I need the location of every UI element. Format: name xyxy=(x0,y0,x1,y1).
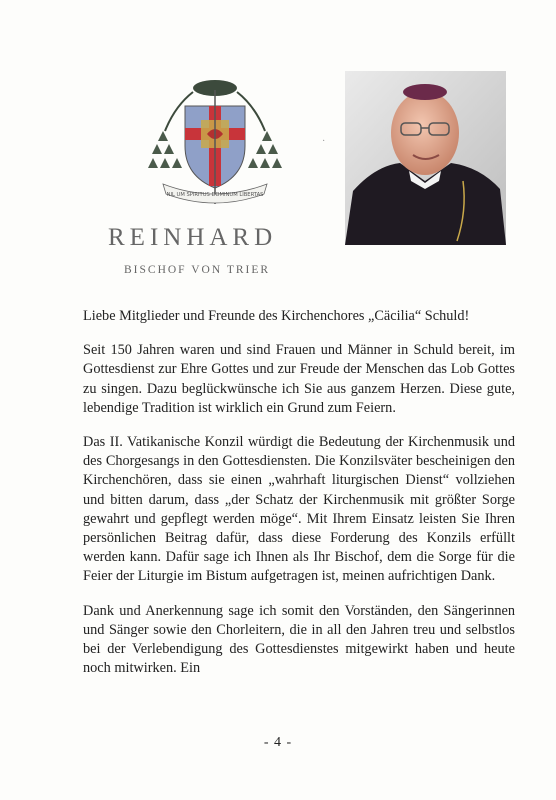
letter-greeting: Liebe Mitglieder und Freunde des Kirchenchores „Cäcilia“ Schuld! xyxy=(83,308,470,324)
letter-paragraph-3: Dank und Anerkennung sage ich somit den Vorständen, den Sängerinnen und Sänger sowie den Chorleitern, die in all den Jahren treu und selbstlos bei der Verlebendigung des Gottesdienstes mitgewirkt haben und heute noch mitwirken. Ein xyxy=(83,602,515,677)
coat-of-arms-icon xyxy=(145,76,285,212)
bishop-title: BISCHOF VON TRIER xyxy=(124,264,271,276)
page-number: - 4 - xyxy=(263,735,293,750)
portrait-photo xyxy=(345,71,506,245)
letter-paragraph-2: Das II. Vatikanische Konzil würdigt die Bedeutung der Kirchenmusik und des Chorgesangs in den Gottesdiensten. Die Konzilsväter bescheinigen den Kirchenchören, dass sie einen „wahrhaft liturgischen Dienst“ vollziehen und bitten darum, dass „der Schatz der Kirchenmusik mit größter Sorge gewahrt und gepflegt werden möge“. Mit Ihrem Einsatz leisten Sie Ihren persönlichen Beitrag dafür, dass diese Forderung des Konzils erfüllt werden kann. Dafür sage ich Ihnen als Ihr Bischof, dem die Sorge für die Feier der Liturgie im Bistum aufgetragen ist, meinen aufrichtigen Dank. xyxy=(83,434,515,585)
letter-body xyxy=(83,307,515,693)
crest-motto: NIL UM SPIRITUS DOMINUM LIBERTAS xyxy=(166,192,264,198)
bishop-name: REINHARD xyxy=(108,224,278,251)
letter-paragraph-1: Seit 150 Jahren waren und sind Frauen und Männer in Schuld bereit, im Gottesdienst zur Ehre Gottes und zur Freude der Menschen das Lob Gottes zu singen. Dazu beglückwünsche ich Sie aus ganzem Herzen. Diese gute, lebendige Tradition ist wirklich ein Grund zum Feiern. xyxy=(83,342,515,416)
scan-speck: · xyxy=(322,136,326,147)
